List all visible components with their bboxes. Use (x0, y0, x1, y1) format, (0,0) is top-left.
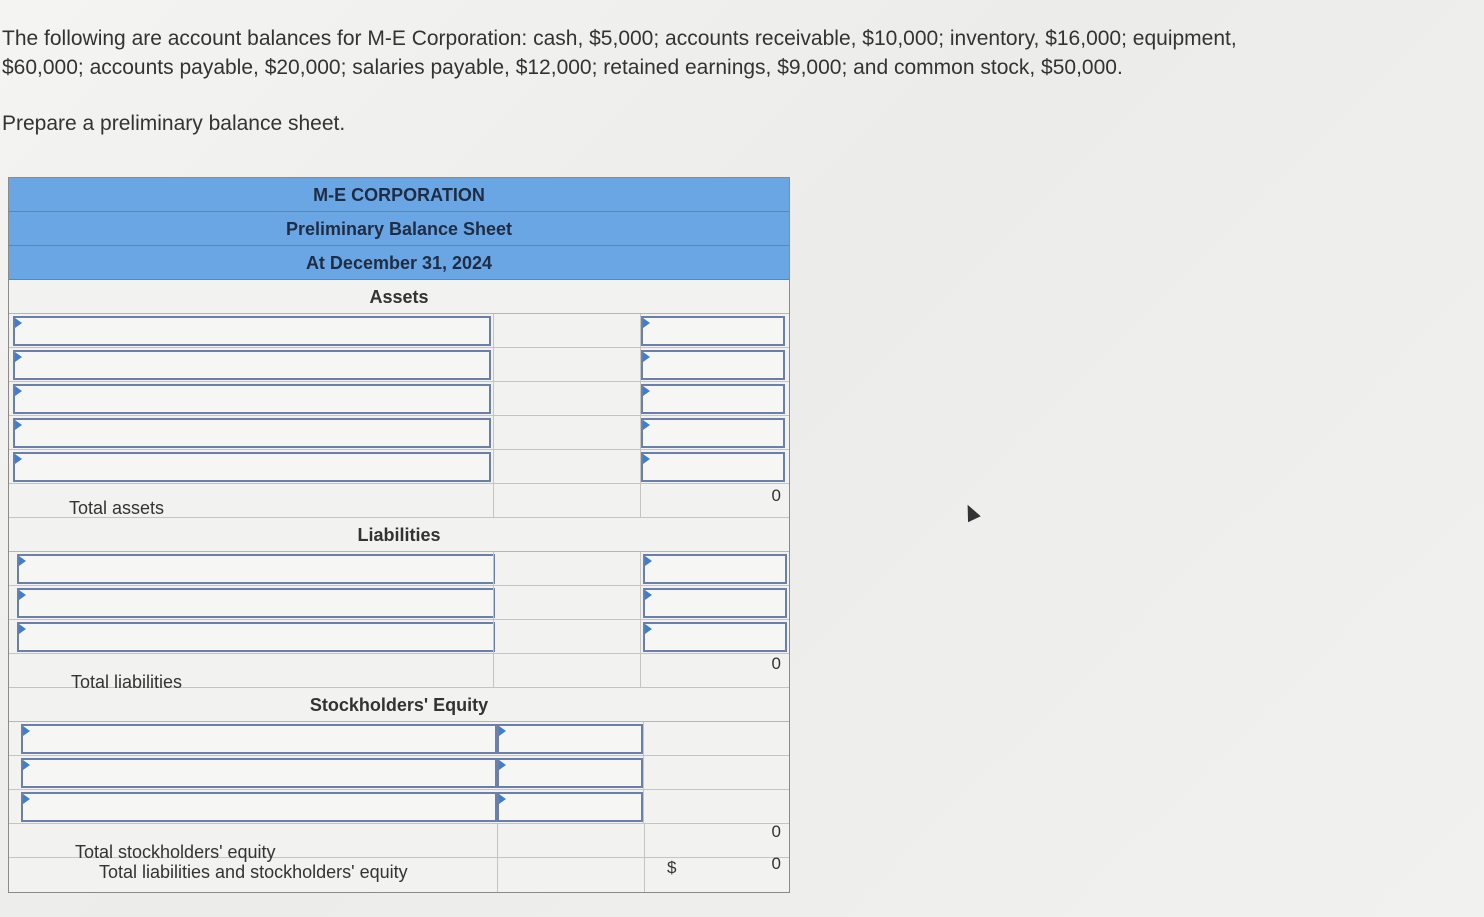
problem-statement (2, 24, 1402, 82)
equity-row (9, 790, 789, 824)
asset-row (9, 348, 789, 382)
liability-account-dropdown[interactable] (17, 588, 495, 618)
total-liabilities-equity-value: 0 (771, 854, 781, 873)
asset-subtotal-cell (493, 314, 641, 347)
dropdown-triangle-icon (643, 420, 650, 430)
total-liabilities-equity-row (9, 854, 789, 892)
equity-account-dropdown[interactable] (21, 758, 497, 788)
equity-amount-input[interactable] (497, 724, 643, 754)
assets-heading: Assets (9, 280, 789, 314)
dropdown-triangle-icon (19, 590, 26, 600)
equity-row (9, 722, 789, 756)
dropdown-triangle-icon (23, 726, 30, 736)
asset-account-dropdown[interactable] (13, 452, 491, 482)
asset-row (9, 416, 789, 450)
dropdown-triangle-icon (499, 794, 506, 804)
liability-subtotal-cell (493, 586, 641, 619)
liability-row (9, 620, 789, 654)
balance-sheet-form (8, 177, 790, 893)
total-assets-subtotal-cell (493, 484, 641, 517)
total-assets-row (9, 484, 789, 518)
asset-amount-input[interactable] (641, 452, 785, 482)
equity-heading: Stockholders' Equity (9, 688, 789, 722)
liability-amount-input[interactable] (643, 622, 787, 652)
equity-account-dropdown[interactable] (21, 724, 497, 754)
asset-account-dropdown[interactable] (13, 384, 491, 414)
dropdown-triangle-icon (645, 590, 652, 600)
asset-amount-input[interactable] (641, 316, 785, 346)
asset-subtotal-cell (493, 450, 641, 483)
dropdown-triangle-icon (643, 454, 650, 464)
asset-amount-input[interactable] (641, 418, 785, 448)
total-liabilities-row (9, 654, 789, 692)
liability-row (9, 552, 789, 586)
dropdown-triangle-icon (499, 726, 506, 736)
problem-line-1: The following are account balances for M-E Corporation: cash, $5,000; accounts receivable, $10,000; inventory, $16,000; equipment, (2, 27, 1237, 50)
dropdown-triangle-icon (645, 556, 652, 566)
total-equity-label: Total stockholders' equity (75, 842, 276, 862)
total-equity-row (9, 822, 789, 862)
asset-amount-input[interactable] (641, 350, 785, 380)
asset-account-dropdown[interactable] (13, 316, 491, 346)
dropdown-triangle-icon (15, 454, 22, 464)
dropdown-triangle-icon (15, 420, 22, 430)
currency-symbol: $ (667, 858, 677, 877)
asset-subtotal-cell (493, 348, 641, 381)
equity-row (9, 756, 789, 790)
liability-account-dropdown[interactable] (17, 554, 495, 584)
equity-amount-input[interactable] (497, 758, 643, 788)
liability-account-dropdown[interactable] (17, 622, 495, 652)
liability-subtotal-cell (493, 552, 641, 585)
equity-account-dropdown[interactable] (21, 792, 497, 822)
company-name: M-E CORPORATION (9, 178, 789, 212)
asset-subtotal-cell (493, 382, 641, 415)
liability-amount-input[interactable] (643, 588, 787, 618)
dropdown-triangle-icon (23, 760, 30, 770)
asset-subtotal-cell (493, 416, 641, 449)
asset-account-dropdown[interactable] (13, 418, 491, 448)
total-equity-subtotal-cell (497, 824, 645, 857)
equity-amount-input[interactable] (497, 792, 643, 822)
instruction-text: Prepare a preliminary balance sheet. (2, 112, 346, 135)
asset-row (9, 314, 789, 348)
total-liabilities-label: Total liabilities (71, 672, 183, 692)
total-equity-value: 0 (771, 822, 781, 841)
total-assets-label: Total assets (69, 498, 165, 518)
asset-account-dropdown[interactable] (13, 350, 491, 380)
equity-total-cell (643, 756, 789, 789)
total-le-subtotal-cell (497, 858, 645, 892)
equity-total-cell (643, 722, 789, 755)
dropdown-triangle-icon (15, 386, 22, 396)
mouse-pointer-icon (961, 502, 980, 522)
dropdown-triangle-icon (23, 794, 30, 804)
dropdown-triangle-icon (643, 318, 650, 328)
liabilities-heading: Liabilities (9, 518, 789, 552)
total-liabilities-equity-label: Total liabilities and stockholders' equity (99, 862, 408, 882)
liability-amount-input[interactable] (643, 554, 787, 584)
asset-row (9, 450, 789, 484)
dropdown-triangle-icon (499, 760, 506, 770)
liability-row (9, 586, 789, 620)
asset-row (9, 382, 789, 416)
statement-date: At December 31, 2024 (9, 246, 789, 280)
statement-title: Preliminary Balance Sheet (9, 212, 789, 246)
total-assets-value: 0 (771, 486, 781, 505)
liability-subtotal-cell (493, 620, 641, 653)
dropdown-triangle-icon (643, 386, 650, 396)
dropdown-triangle-icon (643, 352, 650, 362)
problem-line-2: $60,000; accounts payable, $20,000; salaries payable, $12,000; retained earnings, $9,000; and common stock, $50,000. (2, 56, 1123, 79)
asset-amount-input[interactable] (641, 384, 785, 414)
dropdown-triangle-icon (19, 556, 26, 566)
dropdown-triangle-icon (15, 352, 22, 362)
dropdown-triangle-icon (645, 624, 652, 634)
total-liabilities-subtotal-cell (493, 654, 641, 687)
total-liabilities-value: 0 (771, 654, 781, 673)
equity-total-cell (643, 790, 789, 823)
dropdown-triangle-icon (15, 318, 22, 328)
dropdown-triangle-icon (19, 624, 26, 634)
